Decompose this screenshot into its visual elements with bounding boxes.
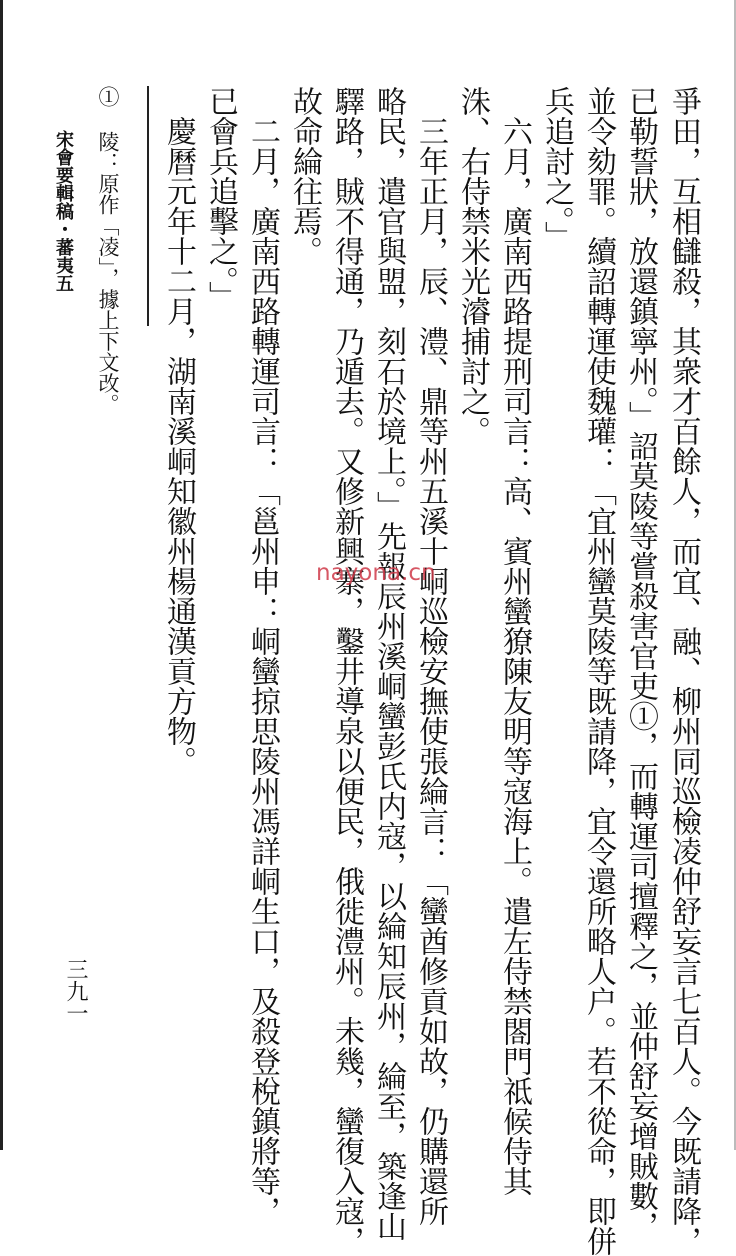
text-column-12: 已會兵追擊之。」 (203, 86, 238, 311)
page-left-edge (0, 0, 3, 1150)
text-column-9: 驛路，賊不得通，乃遁去。又修新興寨，鑿井導泉以便民，俄徙澧州。未幾，蠻復入寇， (329, 86, 364, 1256)
text-column-10: 故命綸往焉。 (287, 86, 322, 266)
text-column-11: 二月，廣南西路轉運司言：「邕州申：峒蠻掠思陵州馮詳峒生口，及殺登梲鎮將等， (245, 116, 280, 1226)
text-column-4: 兵追討之。」 (539, 86, 574, 251)
page-number: 三九一 (63, 958, 88, 1024)
text-column-13: 慶曆元年十二月，湖南溪峒知徽州楊通漢貢方物。 (161, 116, 196, 776)
watermark: nayona.cn (316, 560, 436, 586)
footnote: ① 陵：原作「凌」，據上下文改。 (96, 86, 120, 415)
text-column-7: 三年正月，辰、澧、鼎等州五溪十峒巡檢安撫使張綸言：「蠻酋修貢如故，仍購還所 (413, 116, 448, 1226)
text-column-5: 六月，廣南西路提刑司言：高、賓州蠻獠陳友明等寇海上。遣左侍禁閤門祗候侍其 (497, 116, 532, 1196)
text-column-8: 略民，遣官與盟，刻石於境上。」先報辰州溪峒蠻彭氏内寇，以綸知辰州，綸至，築逢山 (371, 86, 406, 1241)
text-column-2: 已勒誓狀，放還鎮寧州。」詔莫陵等嘗殺害官吏①，而轉運司擅釋之，並仲舒妄增賊數， (623, 86, 658, 1241)
text-column-6: 洙、右侍禁米光濬捕討之。 (455, 86, 490, 446)
running-header: 宋會要輯稿・蕃夷五 (53, 130, 74, 292)
text-column-1: 爭田，互相讎殺，其衆才百餘人，而宜、融、柳州同巡檢凌仲舒妄言七百人。今既請降， (666, 86, 701, 1256)
footnote-divider (147, 86, 149, 326)
text-column-3: 並令劾罪。續詔轉運使魏瓘：「宜州蠻莫陵等既請降，宜令還所略人户。若不從命，即併 (581, 86, 616, 1256)
